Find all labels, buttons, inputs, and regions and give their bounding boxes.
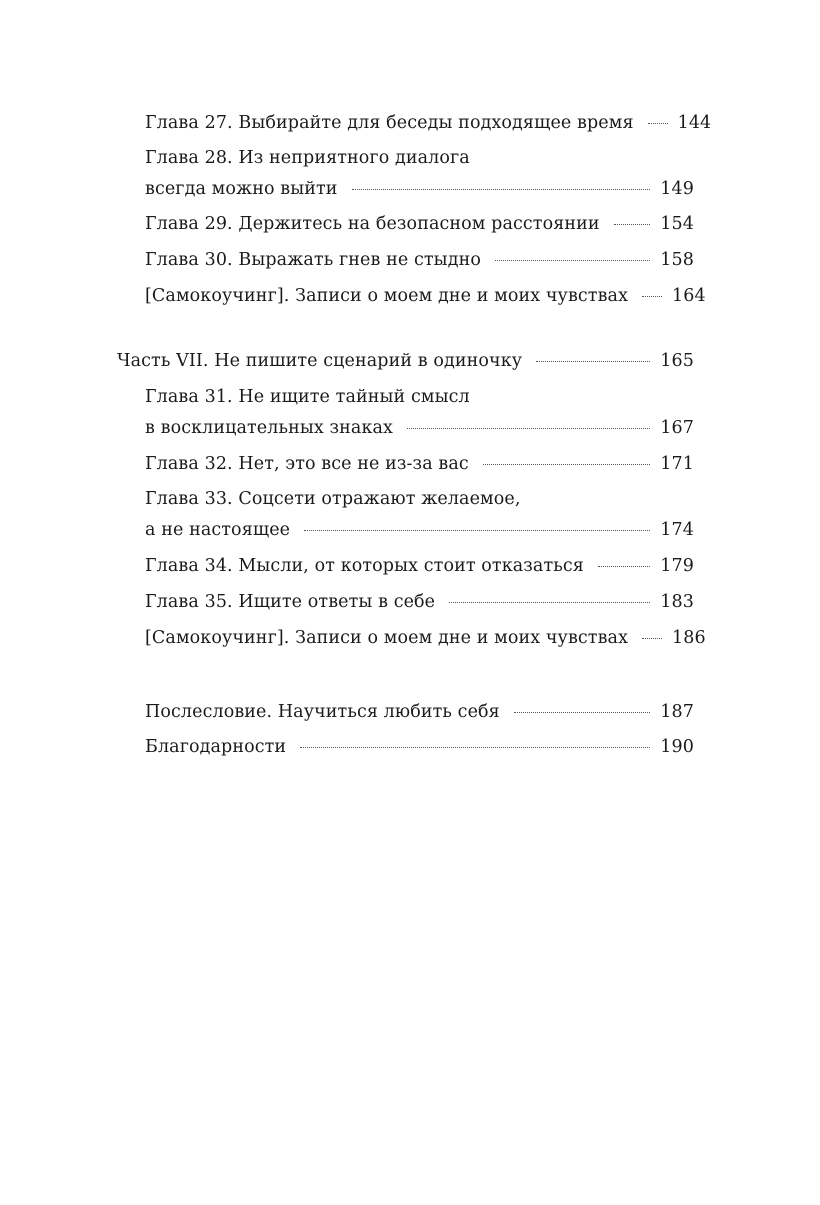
dot-leader — [407, 428, 650, 429]
toc-entry-page-number: 174 — [660, 520, 694, 540]
toc-entry-page-number: 190 — [660, 737, 694, 757]
toc-entry-title: Глава 32. Нет, это все не из-за вас — [145, 454, 469, 474]
toc-entry-chapter-31 — [145, 387, 694, 438]
dot-leader — [483, 464, 651, 465]
toc-entry-page-number: 158 — [660, 250, 694, 270]
toc-entry-page-number: 149 — [660, 179, 694, 199]
toc-entry-page-number: 171 — [660, 454, 694, 474]
toc-entry-afterword — [145, 702, 694, 722]
toc-entry-page-number: 165 — [660, 351, 694, 371]
dot-leader — [642, 638, 662, 639]
toc-entry-chapter-29 — [145, 214, 694, 234]
toc-entry-title: Часть VII. Не пишите сценарий в одиночку — [117, 351, 523, 371]
toc-entry-self-coaching-1 — [145, 286, 706, 306]
toc-entry-page-number: 154 — [660, 214, 694, 234]
toc-entry-title: Глава 29. Держитесь на безопасном расстоянии — [145, 214, 600, 234]
toc-entry-chapter-34 — [145, 556, 694, 576]
toc-entry-title: [Самокоучинг]. Записи о моем дне и моих чувствах — [145, 286, 629, 306]
toc-entry-acknowledgements — [145, 737, 694, 757]
dot-leader — [614, 224, 651, 225]
dot-leader — [648, 123, 668, 124]
toc-entry-title: всегда можно выйти — [145, 179, 338, 199]
dot-leader — [514, 712, 650, 713]
toc-entry-chapter-32 — [145, 454, 694, 474]
dot-leader — [495, 260, 650, 261]
toc-entry-part-7 — [117, 351, 694, 371]
toc-entry-chapter-28 — [145, 148, 694, 199]
toc-entry-title: в восклицательных знаках — [145, 418, 393, 438]
toc-entry-title: Послесловие. Научиться любить себя — [145, 702, 500, 722]
dot-leader — [642, 296, 662, 297]
dot-leader — [300, 747, 650, 748]
toc-entry-page-number: 179 — [660, 556, 694, 576]
toc-entry-page-number: 183 — [660, 592, 694, 612]
toc-entry-page-number: 187 — [660, 702, 694, 722]
dot-leader — [536, 361, 650, 362]
toc-entry-page-number: 144 — [677, 113, 712, 133]
toc-entry-chapter-35 — [145, 592, 694, 612]
toc-entry-title-line1: Глава 33. Соцсети отражают желаемое, — [145, 489, 521, 509]
toc-entry-title: Глава 34. Мысли, от которых стоит отказаться — [145, 556, 584, 576]
toc-entry-title: Благодарности — [145, 737, 287, 757]
toc-entry-title-line1: Глава 31. Не ищите тайный смысл — [145, 387, 470, 407]
toc-entry-title: Глава 35. Ищите ответы в себе — [145, 592, 436, 612]
toc-entry-self-coaching-2 — [145, 628, 706, 648]
dot-leader — [449, 602, 650, 603]
toc-entry-title-line1: Глава 28. Из неприятного диалога — [145, 148, 470, 168]
toc-entry-page-number: 164 — [672, 286, 706, 306]
dot-leader — [304, 530, 650, 531]
toc-entry-title: Глава 30. Выражать гнев не стыдно — [145, 250, 481, 270]
toc-entry-chapter-27 — [145, 113, 712, 133]
toc-entry-title: Глава 27. Выбирайте для беседы подходящее время — [145, 113, 634, 133]
toc-entry-chapter-30 — [145, 250, 694, 270]
toc-entry-title: а не настоящее — [145, 520, 291, 540]
toc-entry-title: [Самокоучинг]. Записи о моем дне и моих чувствах — [145, 628, 629, 648]
toc-entry-page-number: 167 — [660, 418, 694, 438]
toc-entry-chapter-33 — [145, 489, 694, 540]
dot-leader — [352, 189, 651, 190]
dot-leader — [598, 566, 650, 567]
toc-entry-page-number: 186 — [672, 628, 706, 648]
